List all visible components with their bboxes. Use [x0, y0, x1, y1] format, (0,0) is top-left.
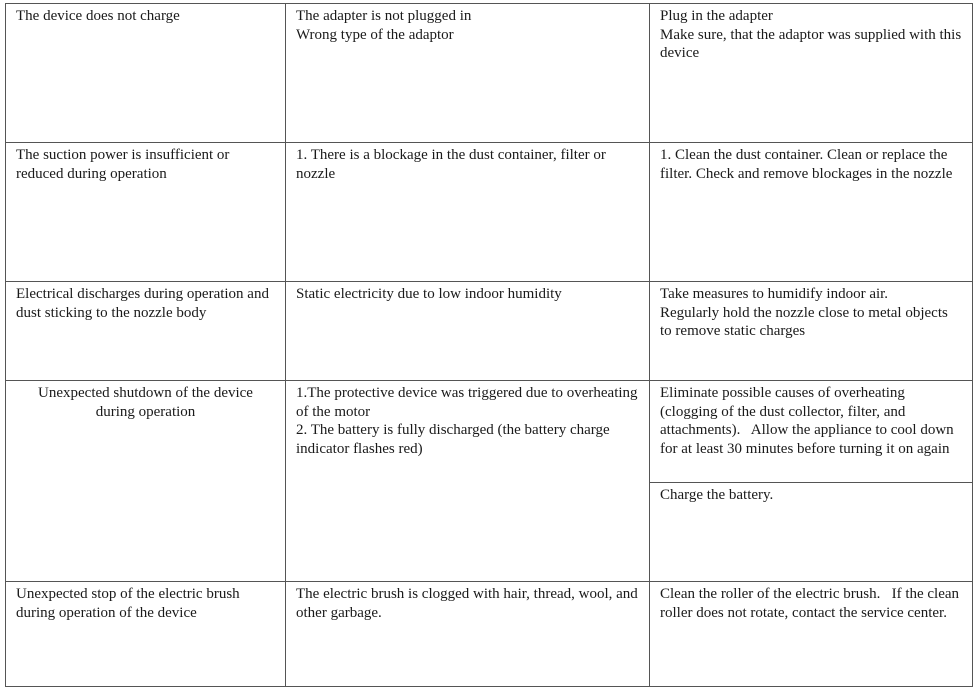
cause-text: 2. The battery is fully discharged (the battery charge indicator flashes red)	[296, 422, 614, 457]
problem-cell	[6, 143, 286, 282]
table-row	[6, 4, 973, 143]
solution-cell	[650, 483, 973, 582]
problem-cell	[6, 582, 286, 687]
table-row	[6, 282, 973, 381]
solution-cell	[650, 4, 973, 143]
table-row	[6, 143, 973, 282]
solution-cell	[650, 582, 973, 687]
solution-text: Make sure, that the adaptor was supplied with this device	[660, 26, 965, 61]
solution-text: Charge the battery.	[660, 487, 774, 503]
problem-text: The suction power is insufficient or reduced during operation	[16, 147, 234, 182]
solution-text: Take measures to humidify indoor air.	[660, 286, 889, 302]
problem-text: Electrical discharges during operation and dust sticking to the nozzle body	[16, 286, 273, 321]
cause-text: The adapter is not plugged in	[296, 8, 472, 24]
solution-cell	[650, 282, 973, 381]
cause-text: Static electricity due to low indoor humidity	[296, 286, 562, 302]
solution-text: Clean the roller of the electric brush. If the clean roller does not rotate, contact the service center.	[660, 586, 963, 621]
cause-text: 1. There is a blockage in the dust container, filter or nozzle	[296, 147, 610, 182]
solution-cell	[650, 143, 973, 282]
cause-cell	[286, 4, 650, 143]
cause-cell	[286, 582, 650, 687]
cause-text: 1.The protective device was triggered due to overheating of the motor	[296, 385, 642, 420]
problem-cell	[6, 381, 286, 582]
solution-text: Regularly hold the nozzle close to metal objects to remove static charges	[660, 304, 952, 339]
cause-cell	[286, 282, 650, 381]
solution-text: Plug in the adapter	[660, 8, 773, 24]
troubleshooting-table	[5, 3, 973, 687]
problem-cell	[6, 4, 286, 143]
solution-text: Eliminate possible causes of overheating (clogging of the dust collector, filter, and attachments). Allow the appliance to cool down for at least 30 minutes before turning it on again	[660, 385, 958, 457]
cause-cell	[286, 381, 650, 582]
cause-cell	[286, 143, 650, 282]
cause-text: The electric brush is clogged with hair, thread, wool, and other garbage.	[296, 586, 642, 621]
problem-text: The device does not charge	[16, 8, 180, 24]
problem-text: Unexpected shutdown of the device	[38, 385, 253, 401]
solution-cell	[650, 381, 973, 483]
table-row	[6, 582, 973, 687]
table-row	[6, 381, 973, 483]
problem-text: Unexpected stop of the electric brush during operation of the device	[16, 586, 244, 621]
solution-text: 1. Clean the dust container. Clean or replace the filter. Check and remove blockages in the nozzle	[660, 147, 953, 182]
problem-text: during operation	[95, 403, 196, 420]
problem-cell	[6, 282, 286, 381]
cause-text: Wrong type of the adaptor	[296, 26, 454, 43]
